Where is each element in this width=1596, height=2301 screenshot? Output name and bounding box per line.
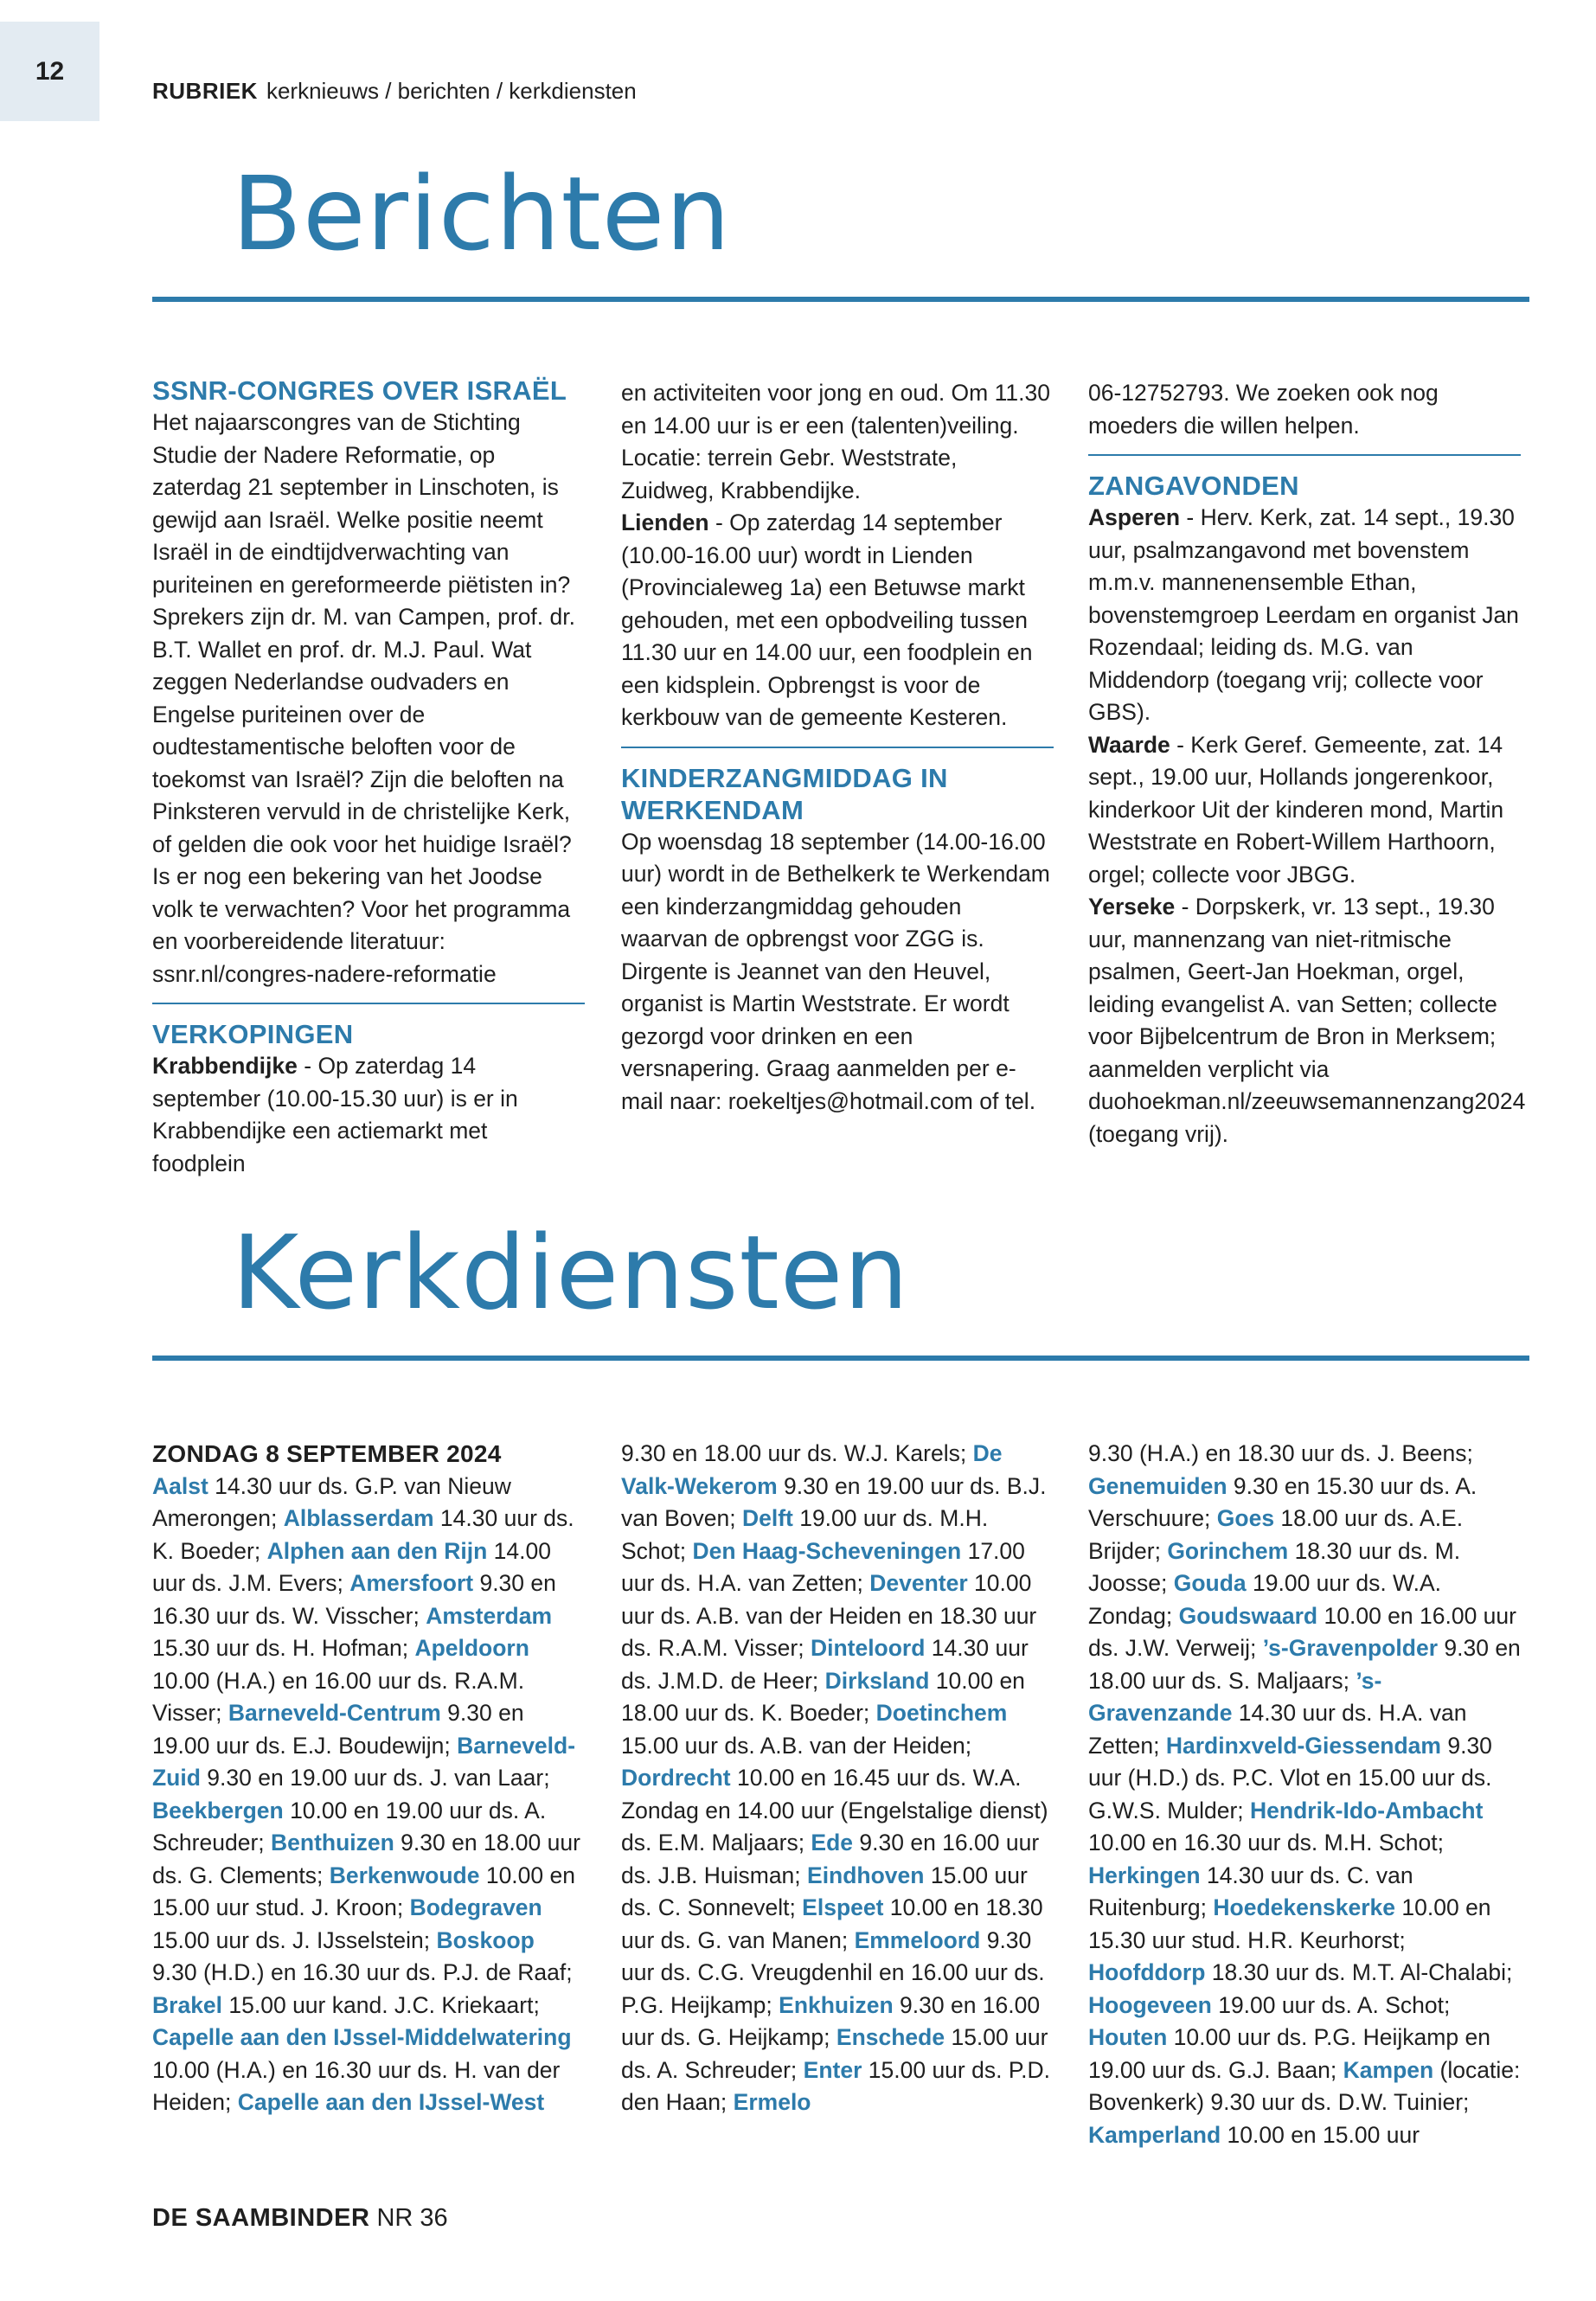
- service-place: Ede: [811, 1830, 854, 1856]
- service-place: Kampen: [1343, 2056, 1434, 2083]
- yerseke-text: - Dorpskerk, vr. 13 sept., 19.30 uur, mannenzang van niet-ritmische psalmen, Geert-Jan Hoekman, orgel, leiding evangelist A. van Setten; collecte voor Bijbelcentrum de Bron in Merksem; aanmelden verplicht via duohoekman.nl/zeeuwsemannenzang2024 (toegang vrij).: [1088, 894, 1526, 1147]
- service-place: Goes: [1216, 1505, 1275, 1531]
- service-place: Brakel: [152, 1991, 223, 2018]
- service-details: 9.30 en 19.00 uur ds. B.J. van Boven;: [621, 1472, 1047, 1531]
- service-place: Amsterdam: [426, 1602, 553, 1629]
- service-day-heading: ZONDAG 8 SEPTEMBER 2024: [152, 1440, 502, 1467]
- yerseke-item: [1088, 891, 1526, 1150]
- service-place: Dirksland: [824, 1667, 930, 1694]
- service-details: 10.00 en 16.30 uur ds. M.H. Schot;: [1088, 1830, 1444, 1856]
- service-place: Alphen aan den Rijn: [266, 1537, 488, 1564]
- service-details: 14.30 uur ds. G.P. van Nieuw Amerongen;: [152, 1472, 511, 1531]
- service-details: 10.00 uur ds. A.B. van der Heiden en 18.30 uur ds. R.A.M. Visser;: [621, 1570, 1037, 1661]
- service-place: Bodegraven: [409, 1894, 542, 1920]
- service-details: 18.30 uur ds. M. Joosse;: [1088, 1537, 1461, 1596]
- service-place: Hardinxveld-Giessendam: [1165, 1732, 1441, 1759]
- service-place: Benthuizen: [271, 1830, 394, 1856]
- service-place: Hoogeveen: [1088, 1991, 1212, 2018]
- section-divider: [152, 1003, 585, 1004]
- service-details: 10.00 en 16.00 uur ds. J.W. Verweij;: [1088, 1602, 1516, 1661]
- service-details: 18.00 uur ds. A.E. Brijder;: [1088, 1505, 1464, 1564]
- service-details: 19.00 uur ds. A. Schot;: [1211, 1991, 1451, 2018]
- service-place: Gorinchem: [1167, 1537, 1289, 1564]
- section-heading-verkopingen: VERKOPINGEN: [152, 1019, 354, 1049]
- service-place: Beekbergen: [152, 1797, 284, 1823]
- header-categories: kerknieuws / berichten / kerkdiensten: [266, 78, 637, 104]
- asperen-place: Asperen: [1088, 504, 1181, 530]
- service-place: Deventer: [869, 1570, 968, 1596]
- service-details: 10.00 en 18.30 uur ds. G. van Manen;: [621, 1894, 1043, 1953]
- service-details: 14.30 uur ds. K. Boeder;: [152, 1505, 574, 1564]
- krabbendijke-place: Krabbendijke: [152, 1053, 298, 1079]
- section-heading-zangavonden: ZANGAVONDEN: [1088, 471, 1299, 501]
- service-place: Boskoop: [436, 1926, 535, 1953]
- service-place: Genemuiden: [1088, 1472, 1227, 1499]
- krabbendijke-text: - Op zaterdag 14 september (10.00-15.30 uur) is er in Krabbendijke een actiemarkt met foodplein: [152, 1053, 518, 1176]
- service-details: 9.30 en 18.00 uur ds. G. Clements;: [152, 1830, 580, 1888]
- page-number: 12: [0, 22, 99, 121]
- service-details: 10.00 (H.A.) en 16.00 uur ds. R.A.M. Visser;: [152, 1667, 525, 1726]
- service-place: Alblasserdam: [283, 1505, 434, 1531]
- service-place: Amersfoort: [349, 1570, 474, 1596]
- service-place: Barneveld-Zuid: [152, 1732, 576, 1791]
- service-details: 15.00 uur ds. A. Schreuder;: [621, 2024, 1048, 2083]
- service-place: Elspeet: [802, 1894, 884, 1920]
- service-place: Capelle aan den IJssel-West: [237, 2089, 545, 2115]
- krabbendijke-item: [152, 1050, 585, 1180]
- service-place: Den Haag-Scheveningen: [692, 1537, 962, 1564]
- lienden-item: [621, 507, 1054, 734]
- service-details: 10.00 en 15.00 uur stud. J. Kroon;: [152, 1862, 575, 1920]
- service-place: Doetinchem: [875, 1700, 1008, 1726]
- service-details: 10.00 en 18.00 uur ds. K. Boeder;: [621, 1667, 1025, 1726]
- service-place: De Valk-Wekerom: [621, 1440, 1003, 1499]
- service-details: 10.00 en 15.30 uur stud. H.R. Keurhorst;: [1088, 1894, 1491, 1953]
- kinderzang-text-2: Dirgente is Jeannet van den Heuvel, organist is Martin Weststrate. Er wordt gezorgd voor drinken en een versnapering. Graag aanmelden per e-mail naar: roekeltjes@hotmail.com of tel.: [621, 958, 1036, 1114]
- service-details: 9.30 en 18.00 uur ds. W.J. Karels;: [621, 1440, 973, 1466]
- service-details: 9.30 (H.D.) en 16.30 uur ds. P.J. de Raaf;: [152, 1959, 573, 1985]
- kerkdiensten-column-3: [1088, 1438, 1521, 2151]
- kerkdiensten-column-2: [621, 1438, 1054, 2119]
- services-list: [152, 1471, 585, 2119]
- kinderzang-continued: 06-12752793. We zoeken ook nog moeders die willen helpen.: [1088, 380, 1439, 439]
- service-details: 9.30 uur (H.D.) ds. P.C. Vlot en 15.00 uur ds. G.W.S. Mulder;: [1088, 1732, 1492, 1823]
- service-place: Emmeloord: [854, 1926, 981, 1953]
- service-details: 9.30 en 16.30 uur ds. W. Visscher;: [152, 1570, 556, 1629]
- krabbendijke-continued: en activiteiten voor jong en oud. Om 11.30 en 14.00 uur is er een (talenten)veiling. Locatie: terrein Gebr. Weststrate, Zuidweg, Krabbendijke.: [621, 380, 1050, 503]
- service-details: 14.00 uur ds. J.M. Evers;: [152, 1537, 551, 1596]
- service-details: 9.30 uur ds. C.G. Vreugdenhil en 16.00 uur ds. P.G. Heijkamp;: [621, 1926, 1045, 2018]
- service-details: 10.00 en 16.45 uur ds. W.A. Zondag en 14.00 uur (Engelstalige dienst) ds. E.M. Maljaars;: [621, 1765, 1048, 1856]
- kerkdiensten-title: Kerkdiensten: [232, 1213, 910, 1332]
- header-rubriek: RUBRIEK: [152, 78, 258, 104]
- services-list: [621, 1438, 1054, 2119]
- service-details: 15.30 uur ds. H. Hofman;: [152, 1635, 415, 1661]
- berichten-rule: [152, 297, 1529, 302]
- service-place: Hoofddorp: [1088, 1959, 1206, 1985]
- service-place: Berkenwoude: [329, 1862, 480, 1888]
- service-place: Gouda: [1173, 1570, 1247, 1596]
- service-place: Delft: [741, 1505, 793, 1531]
- service-details: 9.30 (H.A.) en 18.30 uur ds. J. Beens;: [1088, 1440, 1473, 1466]
- waarde-item: [1088, 729, 1521, 892]
- yerseke-place: Yerseke: [1088, 894, 1176, 920]
- service-details: 17.00 uur ds. H.A. van Zetten;: [621, 1537, 1025, 1596]
- service-place: Ermelo: [733, 2089, 811, 2115]
- asperen-item: [1088, 502, 1521, 729]
- congres-text: Het najaarscongres van de Stichting Studie der Nadere Reformatie, op zaterdag 21 september in Linschoten, is gewijd aan Israël. Welke positie neemt Israël in de eindtijdverwachting van puriteinen en gereformeerde piëtisten in? Sprekers zijn dr. M. van Campen, prof. dr. B.T. Wallet en prof. dr. M.J. Paul. Wat zeggen Nederlandse oudvaders en Engelse puriteinen over de oudtestamentische beloften voor de toekomst van Israël? Zijn die beloften na Pinksteren vervuld in de christelijke Kerk, of gelden die ook voor het huidige Israël? Is er nog een bekering van het Joodse volk te verwachten? Voor het programma en voorbereidende literatuur: ssnr.nl/congres-nadere-reformatie: [152, 409, 575, 987]
- waarde-text: - Kerk Geref. Gemeente, zat. 14 sept., 19.00 uur, Hollands jongerenkoor, kinderkoor Uit der kinderen mond, Martin Weststrate en Robert-Willem Harthoorn, orgel; collecte voor JBGG.: [1088, 731, 1504, 888]
- service-place: Enschede: [836, 2024, 945, 2050]
- service-details: 15.00 uur kand. J.C. Kriekaart;: [222, 1991, 540, 2018]
- service-details: 10.00 uur ds. P.G. Heijkamp en 19.00 uur ds. G.J. Baan;: [1088, 2024, 1490, 2083]
- service-details: 9.30 en 19.00 uur ds. J. van Laar;: [200, 1765, 550, 1791]
- service-details: 10.00 en 15.00 uur: [1221, 2121, 1420, 2148]
- service-place: Kamperland: [1088, 2121, 1221, 2148]
- section-heading-congres: SSNR-CONGRES OVER ISRAËL: [152, 375, 567, 406]
- service-place: Apeldoorn: [414, 1635, 529, 1661]
- kerkdiensten-rule: [152, 1356, 1529, 1361]
- berichten-column-1: [152, 375, 585, 1180]
- services-list: [1088, 1438, 1521, 2151]
- service-place: Dordrecht: [621, 1765, 731, 1791]
- berichten-column-2: [621, 377, 1054, 1118]
- service-details: 10.00 (H.A.) en 16.30 uur ds. H. van der Heiden;: [152, 2056, 561, 2115]
- service-details: 14.30 uur ds. C. van Ruitenburg;: [1088, 1862, 1413, 1920]
- section-divider: [621, 747, 1054, 748]
- berichten-column-3: [1088, 377, 1526, 1150]
- service-place: Enter: [803, 2056, 862, 2083]
- asperen-text: - Herv. Kerk, zat. 14 sept., 19.30 uur, psalmzangavond met bovenstem m.m.v. mannenensemble Ethan, bovenstemgroep Leerdam en organist Jan Rozendaal; leiding ds. M.G. van Middendorp (toegang vrij; collecte voor GBS).: [1088, 504, 1519, 725]
- service-details: 15.00 uur ds. P.D. den Haan;: [621, 2056, 1050, 2115]
- service-details: 10.00 en 19.00 uur ds. A. Schreuder;: [152, 1797, 547, 1856]
- service-details: 15.00 uur ds. A.B. van der Heiden;: [621, 1732, 972, 1759]
- service-place: ’s-Gravenpolder: [1262, 1635, 1439, 1661]
- service-place: Goudswaard: [1178, 1602, 1318, 1629]
- service-place: Eindhoven: [807, 1862, 925, 1888]
- section-heading-kinderzang: KINDERZANGMIDDAG IN WERKENDAM: [621, 762, 948, 825]
- service-place: Enkhuizen: [779, 1991, 894, 2018]
- service-place: Houten: [1088, 2024, 1168, 2050]
- service-details: 9.30 en 16.00 uur ds. J.B. Huisman;: [621, 1830, 1040, 1888]
- service-details: 18.30 uur ds. M.T. Al-Chalabi;: [1205, 1959, 1513, 1985]
- service-details: 15.00 uur ds. J. IJsselstein;: [152, 1926, 437, 1953]
- berichten-title: Berichten: [232, 154, 732, 273]
- kinderzang-text-1: Op woensdag 18 september (14.00-16.00 uur) wordt in de Bethelkerk te Werkendam een kinderzangmiddag gehouden waarvan de opbrengst voor ZGG is.: [621, 828, 1050, 952]
- service-place: Barneveld-Centrum: [228, 1700, 441, 1726]
- service-details: 9.30 en 15.30 uur ds. A. Verschuure;: [1088, 1472, 1477, 1531]
- service-place: Hoedekenskerke: [1213, 1894, 1396, 1920]
- service-place: ’s-Gravenzande: [1088, 1667, 1382, 1726]
- section-divider: [1088, 454, 1521, 456]
- service-place: Dinteloord: [810, 1635, 926, 1661]
- waarde-place: Waarde: [1088, 731, 1170, 758]
- service-details: 9.30 en 19.00 uur ds. E.J. Boudewijn;: [152, 1700, 524, 1759]
- service-place: Hendrik-Ido-Ambacht: [1250, 1797, 1484, 1823]
- service-details: 19.00 uur ds. M.H. Schot;: [621, 1505, 989, 1564]
- service-details: 9.30 en 18.00 uur ds. S. Maljaars;: [1088, 1635, 1521, 1694]
- service-details: (locatie: Bovenkerk) 9.30 uur ds. D.W. Tuinier;: [1088, 2056, 1521, 2115]
- service-place: Herkingen: [1088, 1862, 1201, 1888]
- service-place: Capelle aan den IJssel-Middelwatering: [152, 2024, 572, 2050]
- service-details: 19.00 uur ds. W.A. Zondag;: [1088, 1570, 1441, 1629]
- lienden-text: - Op zaterdag 14 september (10.00-16.00 uur) wordt in Lienden (Provincialeweg 1a) een Betuwse markt gehouden, met een opbodveiling tussen 11.30 uur en 14.00 uur, een foodplein en een kidsplein. Opbrengst is voor de kerkbouw van de gemeente Kesteren.: [621, 510, 1033, 730]
- service-details: 15.00 uur ds. C. Sonnevelt;: [621, 1862, 1028, 1920]
- header-breadcrumb: [152, 78, 637, 105]
- footer: [152, 2204, 448, 2233]
- footer-issue: NR 36: [376, 2204, 448, 2232]
- footer-publication: DE SAAMBINDER: [152, 2204, 370, 2232]
- service-details: 14.30 uur ds. H.A. van Zetten;: [1088, 1700, 1467, 1759]
- service-details: 9.30 en 16.00 uur ds. G. Heijkamp;: [621, 1991, 1041, 2050]
- service-place: Aalst: [152, 1472, 208, 1499]
- lienden-place: Lienden: [621, 510, 709, 535]
- kerkdiensten-column-1: [152, 1438, 585, 2119]
- service-details: 14.30 uur ds. J.M.D. de Heer;: [621, 1635, 1029, 1694]
